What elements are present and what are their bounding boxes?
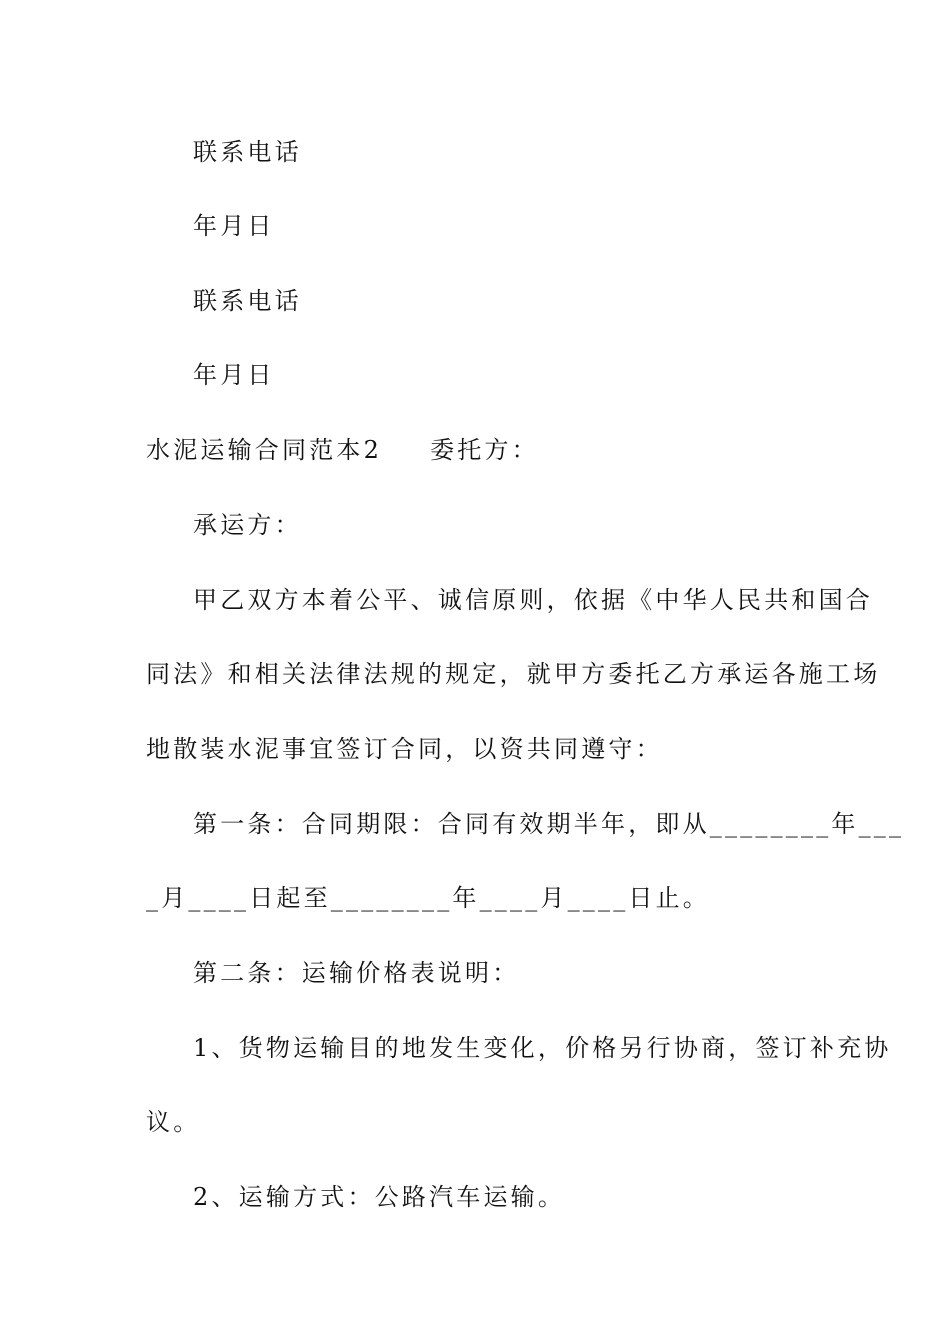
article-1-line-1: 第一条：合同期限：合同有效期半年，即从________年___ [193,810,905,838]
preamble-line-3: 地散装水泥事宜签订合同，以资共同遵守： [146,735,663,763]
article-1-line-2: _月____日起至________年____月____日止。 [146,884,710,912]
client-party-label: 委托方： [430,436,539,464]
contract-heading-line [146,434,816,466]
article-2-heading: 第二条：运输价格表说明： [193,959,520,987]
date-line-2: 年月日 [193,361,275,389]
preamble-line-1: 甲乙双方本着公平、诚信原则，依据《中华人民共和国合 [193,586,873,614]
preamble-line-2: 同法》和相关法律法规的规定，就甲方委托乙方承运各施工场 [146,660,881,688]
contact-phone-line-2: 联系电话 [193,287,302,315]
clause-1-line-2: 议。 [146,1108,201,1136]
contact-phone-line-1: 联系电话 [193,138,302,166]
carrier-party-label: 承运方： [193,511,302,539]
clause-1-line-1: 1、货物运输目的地发生变化，价格另行协商，签订补充协 [193,1034,892,1062]
date-line-1: 年月日 [193,212,275,240]
clause-2-line: 2、运输方式：公路汽车运输。 [193,1183,566,1211]
contract-title: 水泥运输合同范本2 [146,436,383,464]
